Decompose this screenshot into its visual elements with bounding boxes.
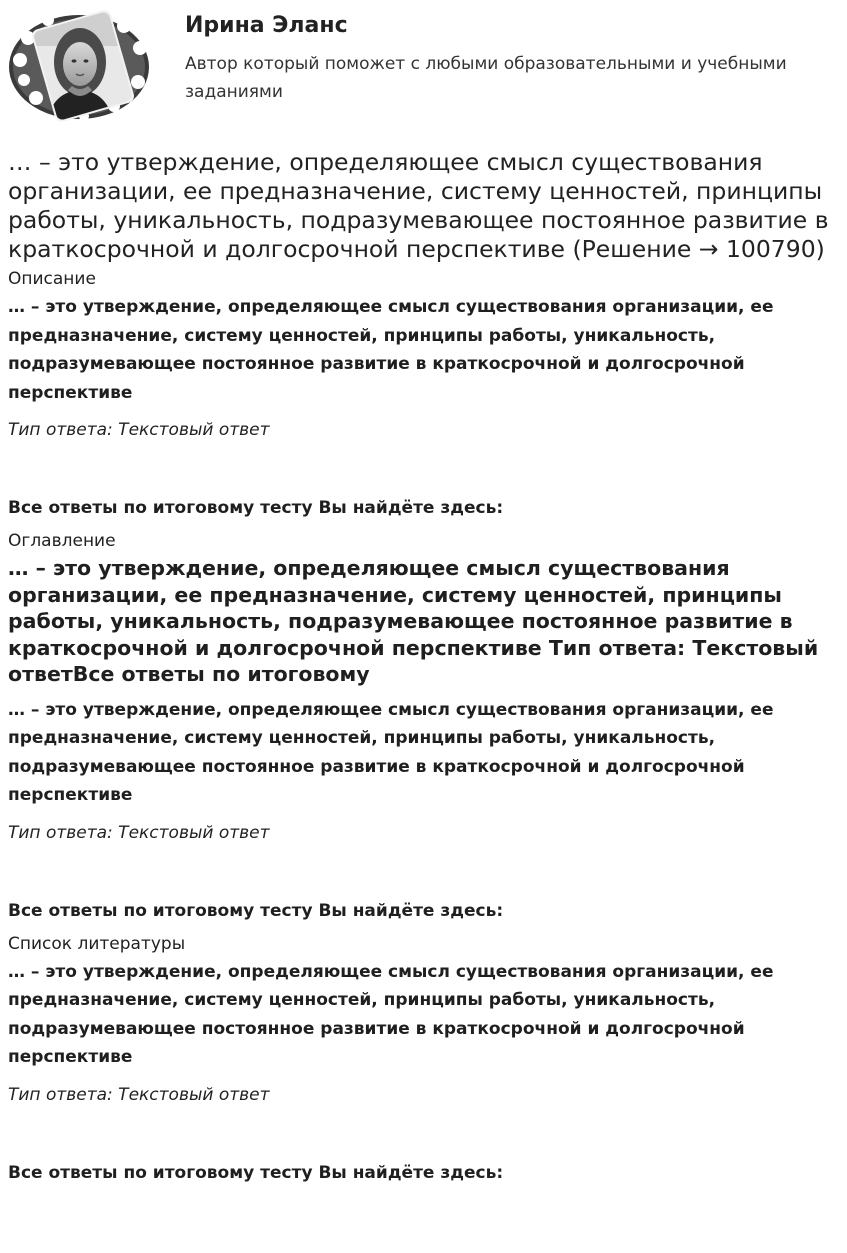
answer-type: Тип ответа: Текстовый ответ: [8, 1084, 270, 1105]
author-description: Автор который поможет с любыми образовательными и учебными заданиями: [185, 54, 787, 102]
description-label: Описание: [8, 269, 96, 289]
main-content: [8, 148, 838, 1184]
all-answers-link-text: Все ответы по итоговому тесту Вы найдёте здесь:: [8, 1162, 504, 1183]
toc-section: [8, 530, 838, 922]
answer-type: Тип ответа: Текстовый ответ: [8, 822, 270, 843]
all-answers-link-text: Все ответы по итоговому тесту Вы найдёте здесь:: [8, 498, 504, 518]
toc-heading: … – это утверждение, определяющее смысл существования организации, ее предназначение, систему ценностей, принципы работы, уникальность, подразумевающее постоянное развитие в краткосрочной и долгосрочной перспективе Тип ответа: Текстовый ответВсе ответы по итоговому: [8, 556, 819, 686]
description-body: … – это утверждение, определяющее смысл существования организации, ее предназначение, систему ценностей, принципы работы, уникальность, подразумевающее постоянное развитие в краткосрочной и долгосрочной перспективе: [8, 297, 774, 403]
literature-section: [8, 933, 838, 1184]
answer-type: Тип ответа: Текстовый ответ: [8, 420, 270, 440]
toc-label: Оглавление: [8, 531, 116, 551]
literature-body: … – это утверждение, определяющее смысл существования организации, ее предназначение, систему ценностей, принципы работы, уникальность, подразумевающее постоянное развитие в краткосрочной и долгосрочной перспективе: [8, 961, 774, 1067]
author-photo-icon: [6, 6, 152, 128]
author-card: [0, 0, 847, 135]
all-answers-link-text: Все ответы по итоговому тесту Вы найдёте здесь:: [8, 900, 504, 921]
avatar[interactable]: [6, 6, 152, 128]
description-section: [8, 268, 838, 519]
toc-body: … – это утверждение, определяющее смысл существования организации, ее предназначение, систему ценностей, принципы работы, уникальность, подразумевающее постоянное развитие в краткосрочной и долгосрочной перспективе: [8, 699, 774, 805]
question-title: … – это утверждение, определяющее смысл существования организации, ее предназначение, систему ценностей, принципы работы, уникальность, подразумевающее постоянное развитие в краткосрочной и долгосрочной перспективе (Решение → 100790): [8, 148, 829, 263]
author-name[interactable]: Ирина Эланс: [185, 13, 348, 38]
literature-label: Список литературы: [8, 933, 186, 954]
